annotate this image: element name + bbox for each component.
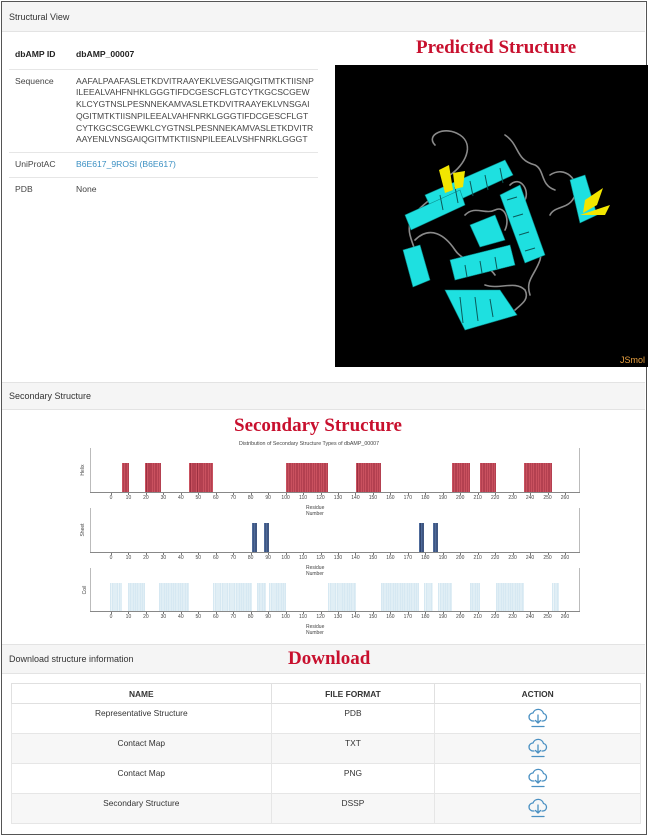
pdb-label: PDB xyxy=(15,183,33,194)
structural-view-header xyxy=(2,2,645,32)
column-action: ACTION xyxy=(435,684,641,704)
x-tick-label: 30 xyxy=(160,614,167,620)
uniprot-label: UniProtAC xyxy=(15,158,56,169)
x-axis-label: Residue Number xyxy=(306,505,325,517)
x-tick-label: 220 xyxy=(490,614,500,620)
chart-bar xyxy=(286,463,328,492)
x-tick-label: 220 xyxy=(490,555,500,561)
row-format: TXT xyxy=(271,734,435,764)
row-format: PNG xyxy=(271,764,435,794)
secondary-structure-title: Secondary Structure xyxy=(9,391,92,401)
chart-bar xyxy=(381,583,419,611)
x-tick-label: 210 xyxy=(473,495,482,501)
x-tick-label: 190 xyxy=(438,495,447,501)
x-tick-label: 0 xyxy=(109,555,113,561)
x-tick-label: 80 xyxy=(247,614,254,620)
x-tick-label: 70 xyxy=(230,614,236,620)
x-tick-label: 50 xyxy=(195,495,202,501)
chart-title: Distribution of Secondary Structure Types of dbAMP_00007 xyxy=(239,441,380,447)
x-tick-label: 120 xyxy=(316,614,325,620)
secondary-structure-header xyxy=(2,382,645,410)
chart-bar xyxy=(424,583,433,611)
table-row xyxy=(12,704,641,734)
x-tick-label: 180 xyxy=(421,555,430,561)
info-row-id xyxy=(9,42,318,70)
row-name: Secondary Structure xyxy=(12,794,272,824)
row-name: Contact Map xyxy=(12,734,272,764)
x-tick-label: 240 xyxy=(525,614,535,620)
x-tick-label: 220 xyxy=(490,495,500,501)
x-tick-label: 0 xyxy=(109,614,113,620)
x-tick-label: 140 xyxy=(351,555,360,561)
x-tick-label: 150 xyxy=(368,555,378,561)
uniprot-link[interactable]: B6E617_9ROSI (B6E617) xyxy=(76,158,176,169)
jsmol-watermark: JSmol xyxy=(619,355,645,365)
column-name: NAME xyxy=(12,684,272,704)
x-tick-label: 260 xyxy=(560,495,570,501)
page-frame xyxy=(1,1,647,835)
x-tick-label: 210 xyxy=(473,555,482,561)
x-tick-label: 230 xyxy=(508,555,517,561)
x-tick-label: 140 xyxy=(351,614,360,620)
chart-bar xyxy=(252,523,257,552)
x-tick-label: 230 xyxy=(508,614,517,620)
x-tick-label: 130 xyxy=(333,555,343,561)
table-row xyxy=(12,734,641,764)
axis-spine-right xyxy=(579,568,580,611)
x-tick-label: 40 xyxy=(178,555,184,561)
x-tick-label: 60 xyxy=(212,614,219,620)
download-icon[interactable] xyxy=(528,797,548,819)
protein-ribbon-render xyxy=(335,65,648,367)
x-tick-label: 50 xyxy=(195,555,202,561)
x-tick-label: 190 xyxy=(438,614,447,620)
chart-bar xyxy=(213,583,251,611)
pdb-value: None xyxy=(76,183,97,194)
x-tick-label: 110 xyxy=(299,495,308,501)
row-format: DSSP xyxy=(271,794,435,824)
x-tick-label: 200 xyxy=(456,495,465,501)
x-tick-label: 90 xyxy=(265,495,271,501)
download-annotation: Download xyxy=(288,648,371,669)
id-value: dbAMP_00007 xyxy=(76,49,135,59)
chart-bar xyxy=(496,583,524,611)
x-tick-label: 170 xyxy=(403,495,412,501)
info-row-pdb xyxy=(9,178,318,202)
y-axis-label: Coil xyxy=(82,585,88,594)
x-tick-label: 10 xyxy=(125,555,132,561)
x-tick-label: 200 xyxy=(456,555,465,561)
x-tick-label: 230 xyxy=(508,495,517,501)
x-tick-label: 100 xyxy=(281,495,290,501)
info-row-uniprot xyxy=(9,153,318,178)
x-tick-label: 50 xyxy=(195,614,202,620)
x-tick-label: 170 xyxy=(403,614,412,620)
x-tick-label: 90 xyxy=(265,614,271,620)
x-tick-label: 240 xyxy=(525,555,535,561)
download-icon[interactable] xyxy=(528,707,548,729)
x-tick-label: 40 xyxy=(178,614,184,620)
axis-spine-left xyxy=(90,568,91,611)
x-axis-label: Residue Number xyxy=(306,624,325,636)
x-tick-label: 10 xyxy=(125,495,132,501)
secondary-structure-annotation: Secondary Structure xyxy=(234,415,402,436)
x-tick-label: 140 xyxy=(351,495,360,501)
jsmol-structure-viewer[interactable] xyxy=(335,65,648,367)
x-tick-label: 110 xyxy=(299,555,308,561)
x-tick-label: 120 xyxy=(316,495,325,501)
x-tick-label: 180 xyxy=(421,614,430,620)
chart-bar xyxy=(438,583,452,611)
row-name: Contact Map xyxy=(12,764,272,794)
x-tick-label: 150 xyxy=(368,495,378,501)
chart-bar xyxy=(122,463,129,492)
x-tick-label: 150 xyxy=(368,614,378,620)
x-tick-label: 200 xyxy=(456,614,465,620)
x-tick-label: 250 xyxy=(543,555,552,561)
x-tick-label: 250 xyxy=(543,614,552,620)
table-row xyxy=(12,764,641,794)
x-tick-label: 160 xyxy=(386,614,395,620)
x-tick-label: 20 xyxy=(143,495,149,501)
chart-bar xyxy=(470,583,480,611)
x-tick-label: 70 xyxy=(230,555,236,561)
x-tick-label: 0 xyxy=(109,495,113,501)
x-tick-label: 60 xyxy=(212,495,219,501)
axis-spine-left xyxy=(90,448,91,492)
chart-bar xyxy=(128,583,145,611)
x-tick-label: 190 xyxy=(438,555,447,561)
x-tick-label: 130 xyxy=(333,614,343,620)
chart-bar xyxy=(257,583,266,611)
x-tick-label: 170 xyxy=(403,555,412,561)
x-tick-label: 60 xyxy=(212,555,219,561)
x-tick-label: 160 xyxy=(386,555,395,561)
info-row-sequence xyxy=(9,70,318,153)
chart-bar xyxy=(269,583,286,611)
chart-bar xyxy=(328,583,356,611)
table-row xyxy=(12,794,641,824)
y-axis-label: Helix xyxy=(80,464,86,476)
chart-bar xyxy=(480,463,496,492)
row-name: Representative Structure xyxy=(12,704,272,734)
x-tick-label: 30 xyxy=(160,555,167,561)
predicted-structure-annotation: Predicted Structure xyxy=(416,37,577,58)
x-tick-label: 240 xyxy=(525,495,535,501)
download-title: Download structure information xyxy=(9,654,134,664)
download-icon[interactable] xyxy=(528,767,548,789)
chart-bar xyxy=(110,583,122,611)
chart-bar xyxy=(356,463,380,492)
x-tick-label: 40 xyxy=(178,495,184,501)
axis-spine-right xyxy=(579,448,580,492)
chart-bar xyxy=(189,463,213,492)
x-tick-label: 260 xyxy=(560,555,570,561)
row-format: PDB xyxy=(271,704,435,734)
chart-bar xyxy=(264,523,269,552)
x-tick-label: 100 xyxy=(281,614,290,620)
axis-spine-right xyxy=(579,508,580,552)
y-axis-label: Sheet xyxy=(80,523,86,537)
x-tick-label: 100 xyxy=(281,555,290,561)
x-tick-label: 20 xyxy=(143,555,149,561)
chart-bar xyxy=(159,583,189,611)
sequence-value: AAFALPAAFASLETKDVITRAAYEKLVESGAIQGITMTKTIISNPILEEALVAHFNHKLGGGTIFDCGESCFLGTCYTKGCSCGEWKLCYGTNSLPESNNEKAMVASLETKDVITRAAYEKLVNSGAIQGITMTKTIISNPILEEALVAHFNRKLGGGTIFDCGESCFLGTCYTKGCSCGEWKLCYGTNSLPESNNEKAMVASLETKDVITRAAYENLVNSGAIQGITMTKTIISNPILEEALVSHFNRKLGGGT xyxy=(76,75,314,145)
entry-info-table xyxy=(9,42,318,201)
x-tick-label: 20 xyxy=(143,614,149,620)
structural-view-title: Structural View xyxy=(9,11,70,22)
sequence-label: Sequence xyxy=(15,75,54,86)
chart-bar xyxy=(433,523,438,552)
axis-spine-left xyxy=(90,508,91,552)
download-table-header xyxy=(12,684,641,704)
x-tick-label: 120 xyxy=(316,555,325,561)
x-tick-label: 180 xyxy=(421,495,430,501)
chart-bar xyxy=(524,463,552,492)
x-tick-label: 70 xyxy=(230,495,236,501)
x-tick-label: 80 xyxy=(247,495,254,501)
chart-bar xyxy=(145,463,161,492)
x-tick-label: 10 xyxy=(125,614,132,620)
chart-bar xyxy=(552,583,559,611)
download-icon[interactable] xyxy=(528,737,548,759)
x-tick-label: 80 xyxy=(247,555,254,561)
chart-bar xyxy=(419,523,424,552)
x-tick-label: 130 xyxy=(333,495,343,501)
x-axis-label: Residue Number xyxy=(306,565,325,577)
x-tick-label: 210 xyxy=(473,614,482,620)
x-tick-label: 260 xyxy=(560,614,570,620)
x-tick-label: 160 xyxy=(386,495,395,501)
x-tick-label: 30 xyxy=(160,495,167,501)
id-label: dbAMP ID xyxy=(15,49,56,59)
x-tick-label: 90 xyxy=(265,555,271,561)
download-table xyxy=(11,683,641,824)
x-tick-label: 250 xyxy=(543,495,552,501)
x-tick-label: 110 xyxy=(299,614,308,620)
chart-bar xyxy=(452,463,469,492)
column-file-format: FILE FORMAT xyxy=(271,684,435,704)
